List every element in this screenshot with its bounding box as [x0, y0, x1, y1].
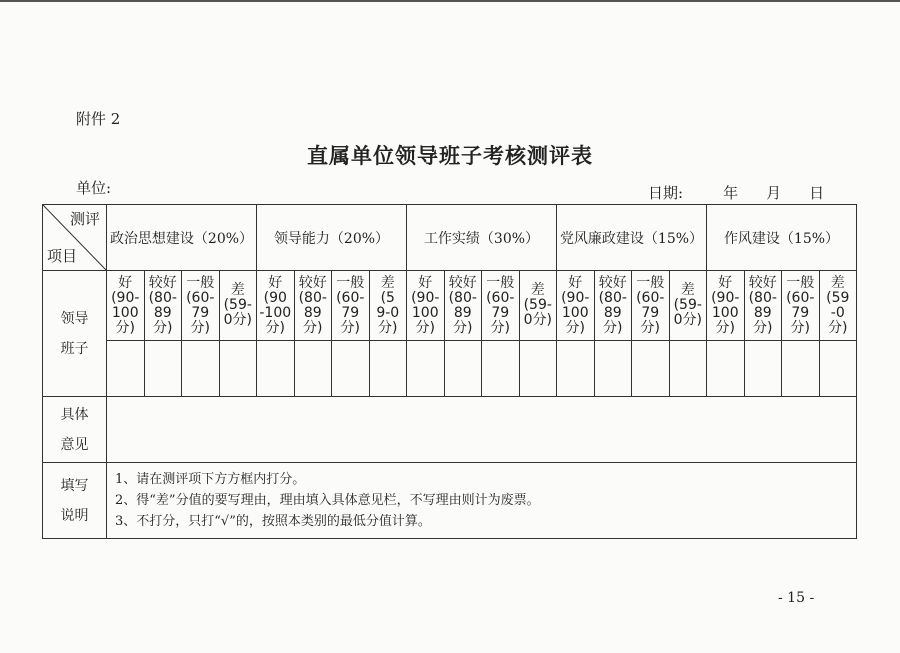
date-month: 月 [766, 184, 782, 202]
note-line: 3、不打分，只打“√”的，按照本类别的最低分值计算。 [115, 514, 431, 529]
score-input-cell[interactable] [107, 341, 145, 397]
grade-header-cell [107, 271, 145, 341]
grade-text: (60- [636, 289, 665, 306]
grade-text: (80- [298, 289, 327, 306]
grade-text: 分) [115, 319, 135, 336]
score-input-cell[interactable] [594, 341, 632, 397]
header-row [43, 205, 857, 271]
notes-row [43, 463, 857, 539]
unit-label: 单位: [76, 179, 112, 197]
grade-text: 较好 [598, 274, 627, 291]
page-title: 直属单位领导班子考核测评表 [307, 143, 593, 168]
grade-text: 好 [718, 274, 733, 291]
grade-header-cell [407, 271, 445, 341]
score-input-cell[interactable] [257, 341, 295, 397]
grade-header-cell [632, 271, 670, 341]
grade-text: 100 [711, 304, 739, 321]
grade-text: (80- [148, 289, 177, 306]
grade-text: (90- [111, 289, 140, 306]
date-line [648, 182, 852, 203]
score-input-cell[interactable] [332, 341, 370, 397]
opinion-label-line1: 具体 [60, 406, 89, 423]
score-input-cell[interactable] [407, 341, 445, 397]
category-header: 工作实绩（30%） [407, 205, 557, 271]
grade-header-cell [144, 271, 182, 341]
category-header: 领导能力（20%） [257, 205, 407, 271]
grade-text: 0分) [223, 312, 252, 328]
score-input-cell[interactable] [144, 341, 182, 397]
grade-text: 差 [830, 274, 845, 291]
grade-text: -100 [259, 304, 292, 321]
grade-header-cell [444, 271, 482, 341]
grade-text: 好 [568, 274, 583, 291]
grade-text: 一般 [486, 274, 515, 291]
grade-text: 89 [603, 304, 622, 321]
grade-text: 较好 [748, 274, 777, 291]
grade-text: 9-0 [376, 304, 400, 321]
grade-text: 分) [828, 319, 848, 336]
grade-text: (5 [380, 289, 395, 306]
score-input-cell[interactable] [182, 341, 220, 397]
leader-label-line2: 班子 [60, 340, 89, 357]
grade-text: (60- [486, 289, 515, 306]
score-input-cell[interactable] [557, 341, 595, 397]
note-line: 1、请在测评项下方方框内打分。 [115, 472, 306, 487]
category-header: 作风建设（15%） [707, 205, 857, 271]
grade-text: 较好 [298, 274, 327, 291]
corner-top-label: 测评 [69, 210, 100, 228]
grade-text: (80- [448, 289, 477, 306]
grade-header-cell [219, 271, 257, 341]
grade-text: (60- [336, 289, 365, 306]
grade-text: 较好 [448, 274, 477, 291]
grade-text: 较好 [148, 274, 177, 291]
grade-text: (59- [673, 297, 702, 313]
grade-text: (80- [598, 289, 627, 306]
grade-header-cell [294, 271, 332, 341]
opinion-label-line2: 意见 [60, 436, 89, 453]
grade-text: 100 [111, 304, 139, 321]
grade-text: 好 [118, 274, 133, 291]
score-input-cell[interactable] [782, 341, 820, 397]
score-input-cell[interactable] [294, 341, 332, 397]
grade-text: 差 [680, 282, 695, 298]
grade-text: 89分) [453, 304, 473, 336]
grade-text: (59- [523, 297, 552, 313]
grade-text: 差 [380, 274, 395, 291]
score-input-cell[interactable] [632, 341, 670, 397]
grade-text: 一般 [786, 274, 815, 291]
grade-text: 79分) [490, 304, 510, 336]
grade-text: 79分) [640, 304, 660, 336]
score-row [43, 341, 857, 397]
grade-text: 差 [230, 282, 245, 298]
score-input-cell[interactable] [519, 341, 557, 397]
grade-text: 79分) [790, 304, 810, 336]
score-input-cell[interactable] [819, 341, 857, 397]
grade-header-cell [669, 271, 707, 341]
grade-text: 好 [418, 274, 433, 291]
grade-text: (80- [748, 289, 777, 306]
score-input-cell[interactable] [219, 341, 257, 397]
grade-header-cell [482, 271, 520, 341]
grade-header-cell [369, 271, 407, 341]
grade-text: 79分) [190, 304, 210, 336]
leader-label-line1: 领导 [60, 310, 89, 327]
grade-text: 89分) [303, 304, 323, 336]
leader-team-label [43, 271, 107, 397]
date-label: 日期: [648, 184, 684, 202]
grade-text: 分) [415, 319, 435, 336]
score-input-cell[interactable] [369, 341, 407, 397]
grade-text: 89分) [153, 304, 173, 336]
category-header: 党风廉政建设（15%） [557, 205, 707, 271]
score-input-cell[interactable] [707, 341, 745, 397]
grade-row [43, 271, 857, 341]
date-day: 日 [809, 184, 825, 202]
grade-text: 89分) [753, 304, 773, 336]
date-year: 年 [723, 184, 739, 202]
grade-text: (90 [263, 289, 287, 306]
grade-text: 一般 [336, 274, 365, 291]
grade-text: 0分) [523, 312, 552, 328]
grade-text: 差 [530, 282, 545, 298]
grade-header-cell [782, 271, 820, 341]
grade-text: (59 [826, 289, 850, 306]
grade-header-cell [182, 271, 220, 341]
score-input-cell[interactable] [669, 341, 707, 397]
grade-header-cell [707, 271, 745, 341]
grade-header-cell [819, 271, 857, 341]
grade-text: 分) [603, 319, 623, 336]
attachment-label: 附件 2 [76, 110, 121, 128]
grade-text: 分) [565, 319, 585, 336]
notes-label [43, 463, 107, 539]
category-header: 政治思想建设（20%） [107, 205, 257, 271]
opinion-row [43, 397, 857, 463]
top-border [0, 0, 900, 2]
score-input-cell[interactable] [482, 341, 520, 397]
corner-cell [43, 205, 107, 271]
grade-text: 分) [715, 319, 735, 336]
score-input-cell[interactable] [444, 341, 482, 397]
grade-text: (60- [186, 289, 215, 306]
grade-header-cell [557, 271, 595, 341]
grade-text: 一般 [636, 274, 665, 291]
grade-text: 0分) [673, 312, 702, 328]
grade-header-cell [257, 271, 295, 341]
note-line: 2、得“差”分值的要写理由，理由填入具体意见栏，不写理由则计为废票。 [115, 493, 540, 508]
grade-text: 分) [378, 319, 398, 336]
page-number: - 15 - [778, 590, 815, 606]
grade-text: 分) [265, 319, 285, 336]
grade-text: 一般 [186, 274, 215, 291]
score-input-cell[interactable] [744, 341, 782, 397]
grade-text: 好 [268, 274, 283, 291]
grade-text: 100 [411, 304, 439, 321]
grade-text: 100 [561, 304, 589, 321]
notes-cell [107, 463, 857, 539]
notes-label-line2: 说明 [60, 507, 89, 524]
notes-label-line1: 填写 [60, 477, 89, 494]
opinion-label [43, 397, 107, 463]
grade-text: (90- [561, 289, 590, 306]
grade-text: -0 [830, 304, 845, 321]
grade-text: (90- [411, 289, 440, 306]
evaluation-table [42, 204, 857, 539]
grade-text: (59- [223, 297, 252, 313]
grade-header-cell [594, 271, 632, 341]
grade-header-cell [744, 271, 782, 341]
opinion-input-cell[interactable] [107, 397, 857, 463]
grade-header-cell [519, 271, 557, 341]
grade-text: (60- [786, 289, 815, 306]
corner-bottom-label: 项目 [47, 247, 78, 265]
grade-text: 79分) [340, 304, 360, 336]
grade-header-cell [332, 271, 370, 341]
grade-text: (90- [711, 289, 740, 306]
